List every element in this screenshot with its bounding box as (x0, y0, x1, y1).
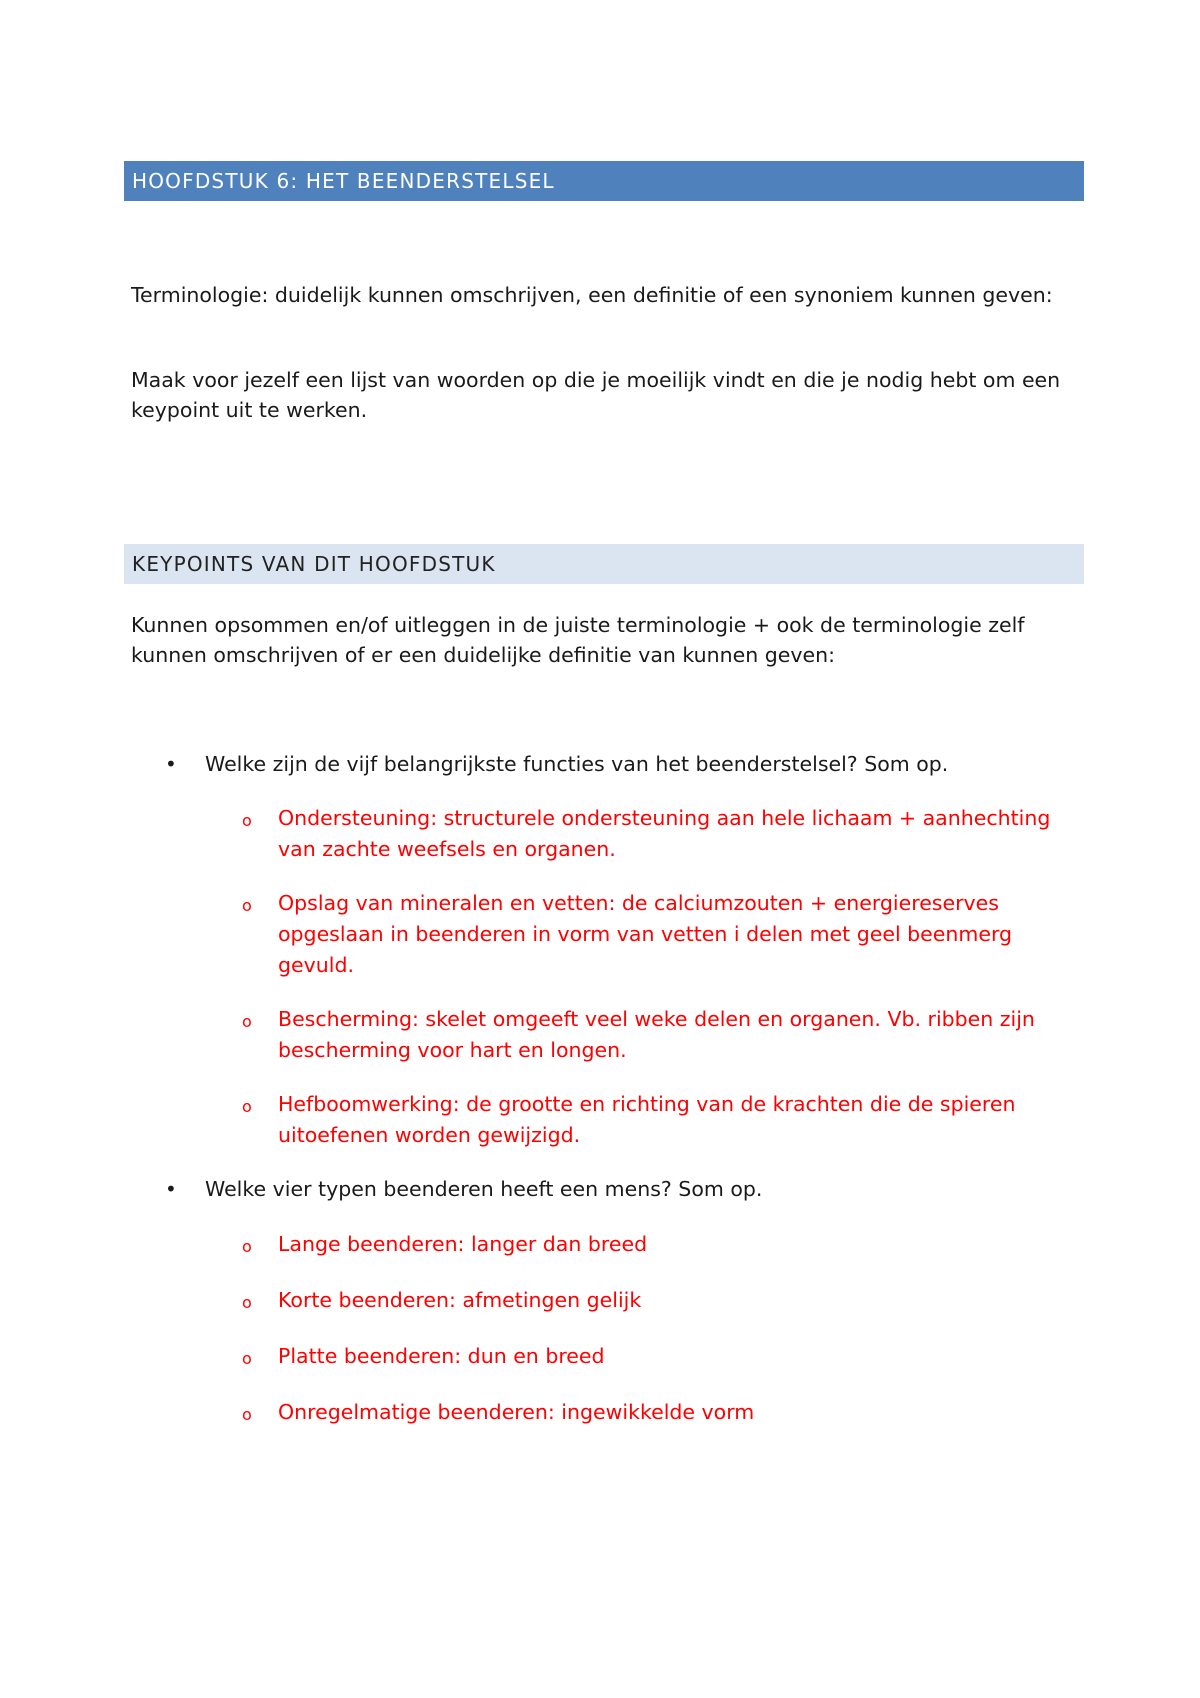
answer-text: Korte beenderen: afmetingen gelijk (278, 1288, 642, 1312)
sub-bullet-icon: o (242, 1405, 252, 1424)
answer-text: Opslag van mineralen en vetten: de calciumzouten + energiereserves opgeslaan in beenderen in vorm van vetten i delen met geel beenmerg gevuld. (278, 891, 1013, 977)
sub-bullet-icon: o (242, 1349, 252, 1368)
bullet-icon: • (165, 1177, 177, 1201)
question-text: Welke zijn de vijf belangrijkste functies van het beenderstelsel? Som op. (205, 752, 949, 776)
sub-bullet-icon: o (242, 1012, 252, 1031)
answer-text: Ondersteuning: structurele ondersteuning aan hele lichaam + aanhechting van zachte weefsels en organen. (278, 806, 1051, 861)
answer-text: Bescherming: skelet omgeeft veel weke delen en organen. Vb. ribben zijn bescherming voor hart en longen. (278, 1007, 1035, 1062)
answer-text: Hefboomwerking: de grootte en richting van de krachten die de spieren uitoefenen worden gewijzigd. (278, 1092, 1016, 1147)
sub-bullet-icon: o (242, 811, 252, 830)
answer-text: Onregelmatige beenderen: ingewikkelde vorm (278, 1400, 755, 1424)
intro-paragraph-1: Terminologie: duidelijk kunnen omschrijven, een definitie of een synoniem kunnen geven: (131, 283, 1053, 307)
sub-bullet-icon: o (242, 1237, 252, 1256)
bullet-icon: • (165, 752, 177, 776)
question-text: Welke vier typen beenderen heeft een mens? Som op. (205, 1177, 763, 1201)
keypoints-heading (124, 544, 1084, 584)
sub-bullet-icon: o (242, 1293, 252, 1312)
sub-bullet-icon: o (242, 896, 252, 915)
intro-paragraph-2: Maak voor jezelf een lijst van woorden op die je moeilijk vindt en die je nodig hebt om een keypoint uit te werken. (131, 368, 1061, 422)
chapter-heading (124, 161, 1084, 201)
answer-text: Platte beenderen: dun en breed (278, 1344, 605, 1368)
sub-bullet-icon: o (242, 1097, 252, 1116)
keypoints-heading-text: KEYPOINTS VAN DIT HOOFDSTUK (132, 552, 496, 576)
answer-text: Lange beenderen: langer dan breed (278, 1232, 648, 1256)
chapter-heading-text: HOOFDSTUK 6: HET BEENDERSTELSEL (132, 169, 555, 193)
keypoints-intro: Kunnen opsommen en/of uitleggen in de juiste terminologie + ook de terminologie zelf kunnen omschrijven of er een duidelijke definitie van kunnen geven: (131, 613, 1025, 667)
